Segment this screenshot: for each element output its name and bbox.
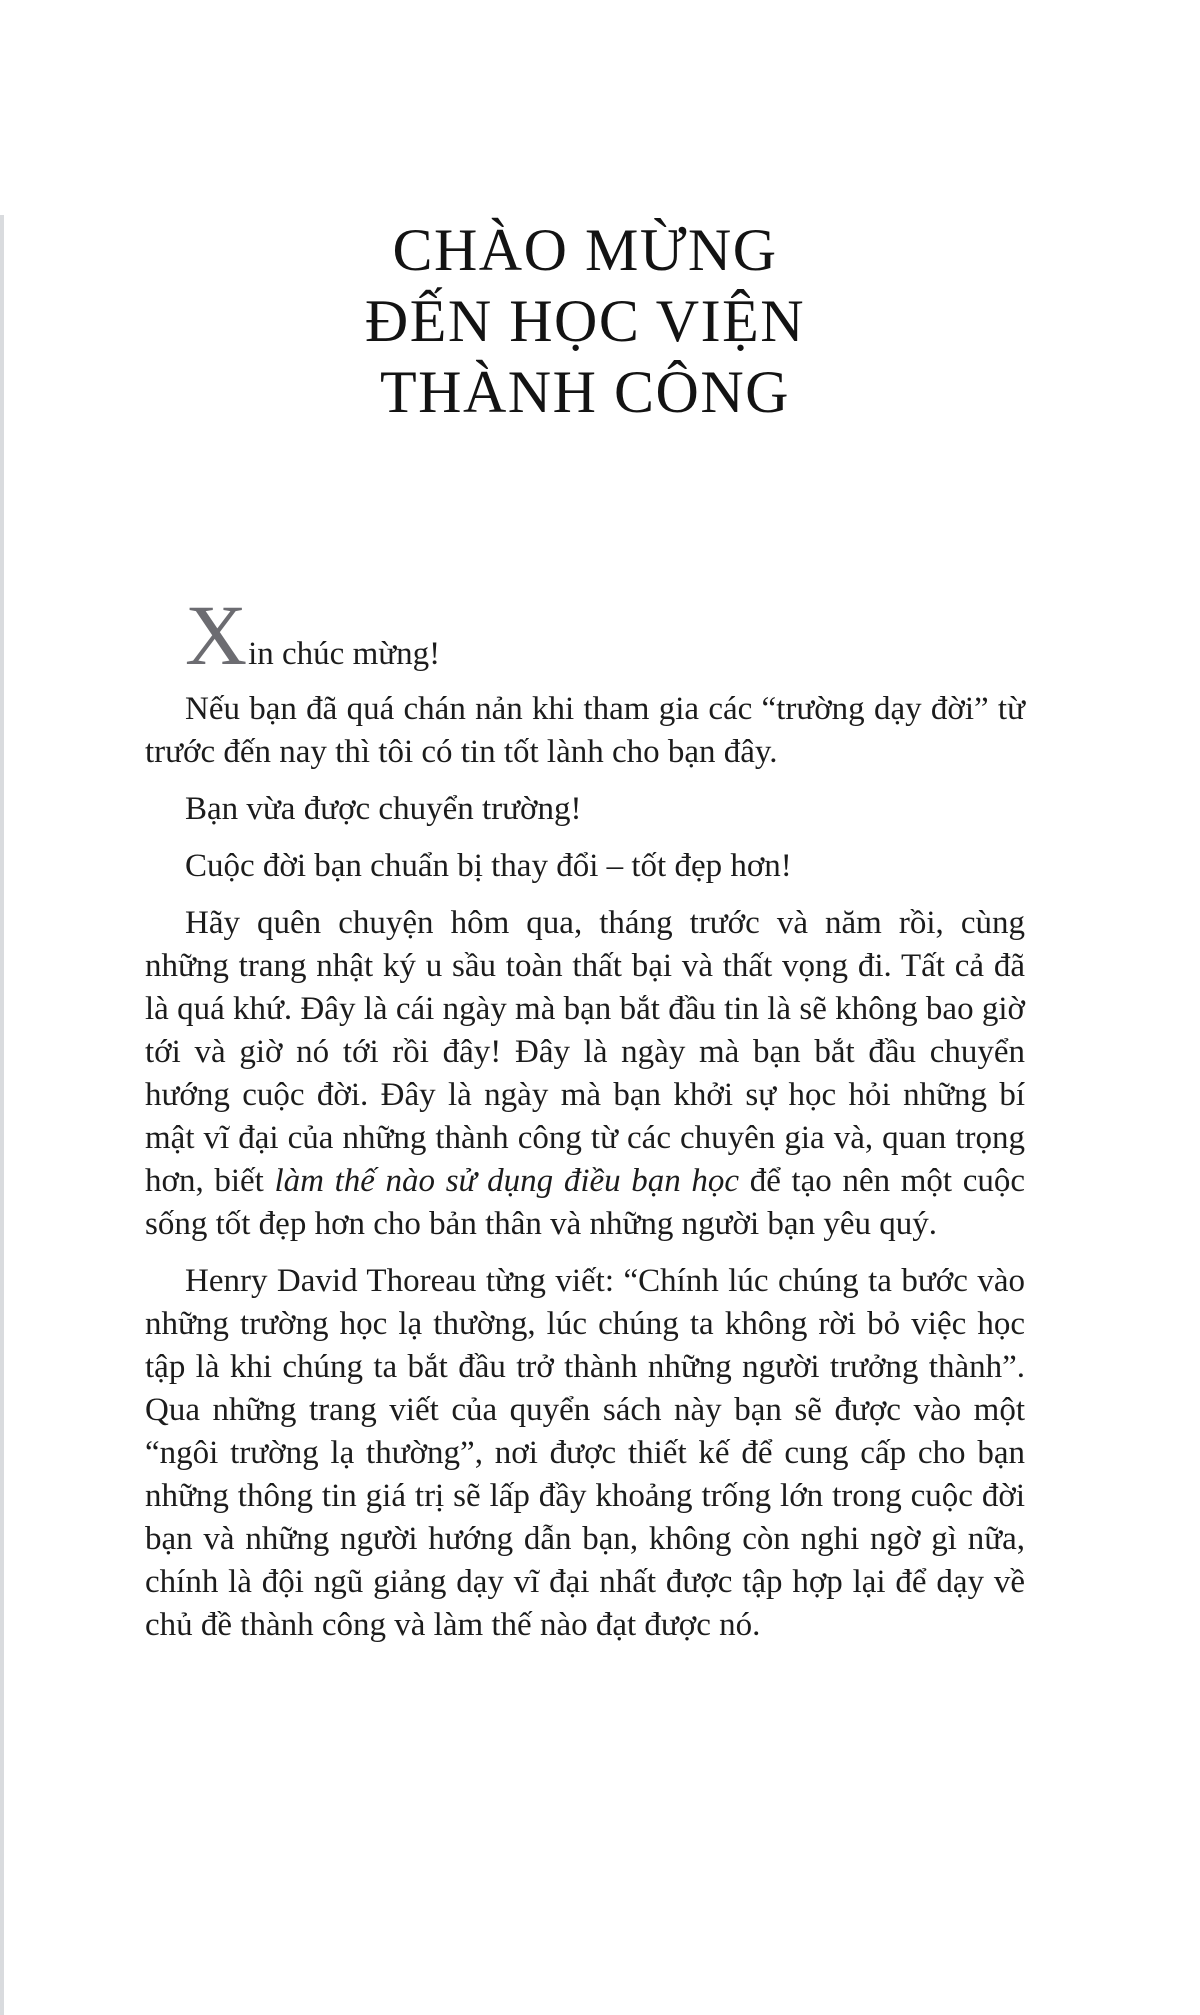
paragraph-4	[145, 902, 1025, 1246]
chapter-title-line-1: CHÀO MỪNG	[392, 217, 778, 283]
chapter-title	[145, 215, 1025, 428]
paragraph-4-pre: Hãy quên chuyện hôm qua, tháng trước và năm rồi, cùng những trang nhật ký u sầu toàn thất bại và thất vọng đi. Tất cả đã là quá khứ. Đây là cái ngày mà bạn bắt đầu tin là sẽ không bao giờ tới và giờ nó tới rồi đây! Đây là ngày mà bạn bắt đầu chuyển hướng cuộc đời. Đây là ngày mà bạn khởi sự học hỏi những bí mật vĩ đại của những thành công từ các chuyên gia và, quan trọng hơn, biết	[145, 905, 1025, 1199]
paragraph-2: Bạn vừa được chuyển trường!	[185, 791, 582, 827]
chapter-title-line-3: THÀNH CÔNG	[380, 359, 790, 425]
chapter-title-line-2: ĐẾN HỌC VIỆN	[364, 288, 806, 354]
paragraph-opening	[145, 587, 1025, 683]
page-content	[0, 215, 1200, 1647]
paragraph-4-post: để tạo nên một cuộc sống tốt đẹp hơn cho bản thân và những người bạn yêu quý.	[145, 1163, 1025, 1242]
body-text	[145, 587, 1025, 1647]
paragraph-1: Nếu bạn đã quá chán nản khi tham gia các “trường dạy đời” từ trước đến nay thì tôi có tin tốt lành cho bạn đây.	[145, 691, 1025, 770]
drop-cap-letter: X	[185, 587, 249, 683]
page-left-edge-line	[0, 215, 4, 2015]
paragraph-3: Cuộc đời bạn chuẩn bị thay đổi – tốt đẹp hơn!	[185, 848, 792, 884]
paragraph-5: Henry David Thoreau từng viết: “Chính lúc chúng ta bước vào những trường học lạ thường, lúc chúng ta không rời bỏ việc học tập là khi chúng ta bắt đầu trở thành những người trưởng thành”. Qua những trang viết của quyển sách này bạn sẽ được vào một “ngôi trường lạ thường”, nơi được thiết kế để cung cấp cho bạn những thông tin giá trị sẽ lấp đầy khoảng trống lớn trong cuộc đời bạn và những người hướng dẫn bạn, không còn nghi ngờ gì nữa, chính là đội ngũ giảng dạy vĩ đại nhất được tập hợp lại để dạy về chủ đề thành công và làm thế nào đạt được nó.	[145, 1263, 1025, 1643]
book-page	[0, 215, 1200, 2015]
opening-rest-text: in chúc mừng!	[248, 636, 441, 672]
paragraph-4-italic: làm thế nào sử dụng điều bạn học	[274, 1163, 740, 1199]
